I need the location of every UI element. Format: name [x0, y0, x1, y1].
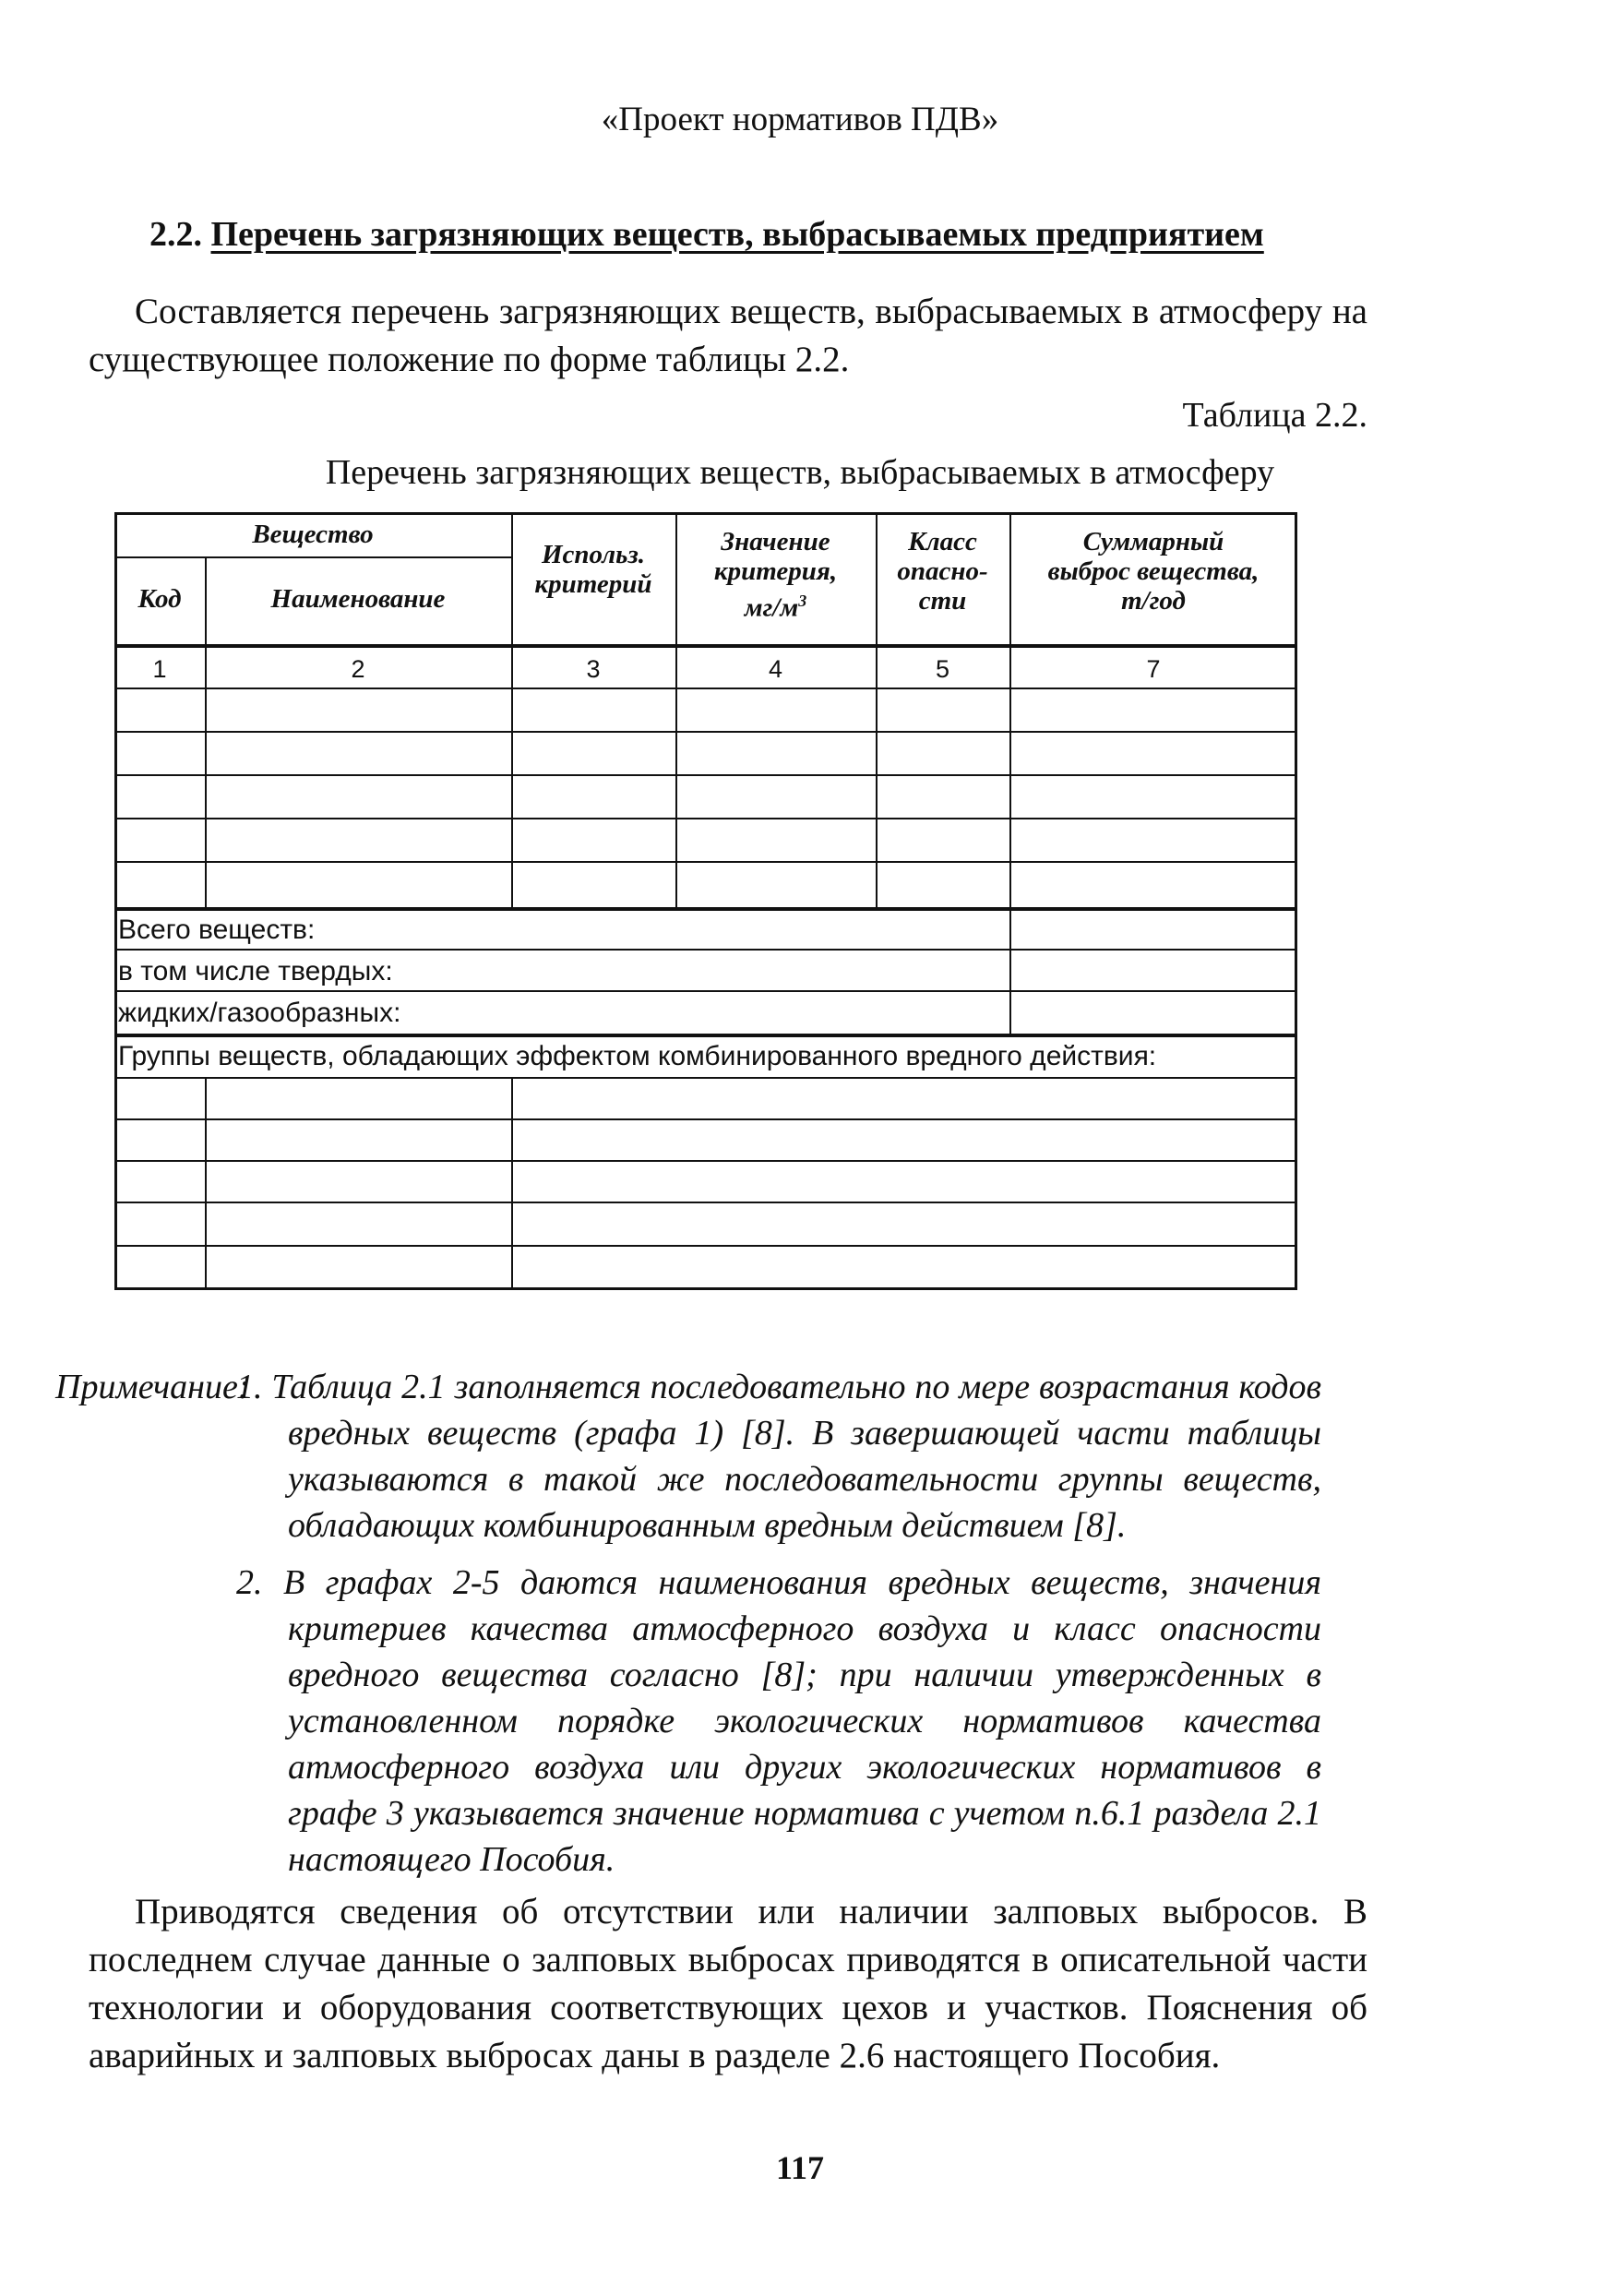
row-line — [114, 774, 1297, 776]
header-code: Код — [137, 584, 182, 614]
summary-line — [114, 990, 1297, 992]
intro-paragraph: Составляется перечень загрязняющих веществ, выбрасываемых в атмосферу на существующее положение по форме таблицы 2.2. — [89, 292, 1367, 379]
closing-paragraph: Приводятся сведения об отсутствии или наличии залповых выбросов. В последнем случае данные о залповых выбросах приводятся в описательной части технологии и оборудования соответствующих цехов и участков. Пояснения об аварийных и залповых выбросах даны в разделе 2.6 настоящего Пособия. — [89, 1892, 1367, 2075]
header-value: Значение критерия, $мг/м^3$ — [713, 527, 838, 623]
numbers-bottom-line — [114, 688, 1297, 689]
page-number: 117 — [775, 2149, 824, 2186]
column-number: 1 — [152, 655, 167, 683]
group-row-line — [114, 1118, 1297, 1120]
note-item-2: 2. В графах 2-5 даются наименования вредных веществ, значения критериев качества атмосферного воздуха и класс опасности вредного вещества согласно [8]; при наличии утвержденных в установленном порядке экологических нормативов качества атмосферного воздуха или других экологических нормативов в графе 3 указывается значение норматива с учетом п.6.1 раздела 2.1 настоящего Пособия. — [236, 1563, 1321, 1879]
group-col-line — [205, 1077, 207, 1290]
header-bottom-line — [114, 644, 1297, 648]
data-bottom-line — [114, 907, 1297, 911]
groups-label: Группы веществ, обладающих эффектом комбинированного вредного действия: — [118, 1041, 1157, 1071]
section-number: 2.2. — [149, 215, 202, 254]
running-header: «Проект нормативов ПДВ» — [601, 101, 999, 138]
row-line — [114, 731, 1297, 733]
header-name: Наименование — [270, 584, 446, 614]
summary-bottom-line — [114, 1034, 1297, 1037]
column-number: 7 — [1146, 655, 1161, 683]
note-item-1: 1. Таблица 2.1 заполняется последовательно по мере возрастания кодов вредных веществ (графа 1) [8]. В завершающей части таблицы указываются в такой же последовательности группы веществ, обладающих комбинированным вредным действием [8]. — [236, 1368, 1321, 1545]
column-number: 4 — [768, 655, 783, 683]
header-total-emission: Суммарный выброс вещества, т/год — [1047, 527, 1260, 616]
column-number: 2 — [351, 655, 365, 683]
summary-liquid-gas-label: жидких/газообразных: — [118, 998, 401, 1028]
group-row-line — [114, 1160, 1297, 1162]
summary-solid-label: в том числе твердых: — [118, 956, 393, 987]
group-row-line — [114, 1202, 1297, 1203]
table-caption: Перечень загрязняющих веществ, выбрасываемых в атмосферу — [325, 453, 1275, 492]
header-hazard-class: Класс опасно- сти — [897, 527, 988, 616]
notes-label: Примечание: — [55, 1368, 250, 1406]
group-row-line — [114, 1245, 1297, 1247]
column-number: 5 — [935, 655, 950, 683]
pollutants-table — [114, 512, 1297, 1290]
notes-list — [236, 1364, 1321, 1894]
header-substance: Вещество — [252, 520, 374, 549]
table-label: Таблица 2.2. — [1182, 396, 1367, 435]
header-criterion: Использ. критерий — [534, 540, 652, 599]
summary-line — [114, 949, 1297, 951]
row-line — [114, 818, 1297, 819]
table-border — [114, 512, 1297, 1290]
row-line — [114, 861, 1297, 863]
section-title: Перечень загрязняющих веществ, выбрасываемых предприятием — [210, 215, 1264, 254]
group-col-line — [511, 1077, 513, 1290]
summary-total-label: Всего веществ: — [118, 915, 316, 945]
column-number: 3 — [586, 655, 601, 683]
section-heading — [149, 214, 1264, 255]
groups-label-line — [114, 1077, 1297, 1079]
header-split-line — [114, 556, 511, 558]
